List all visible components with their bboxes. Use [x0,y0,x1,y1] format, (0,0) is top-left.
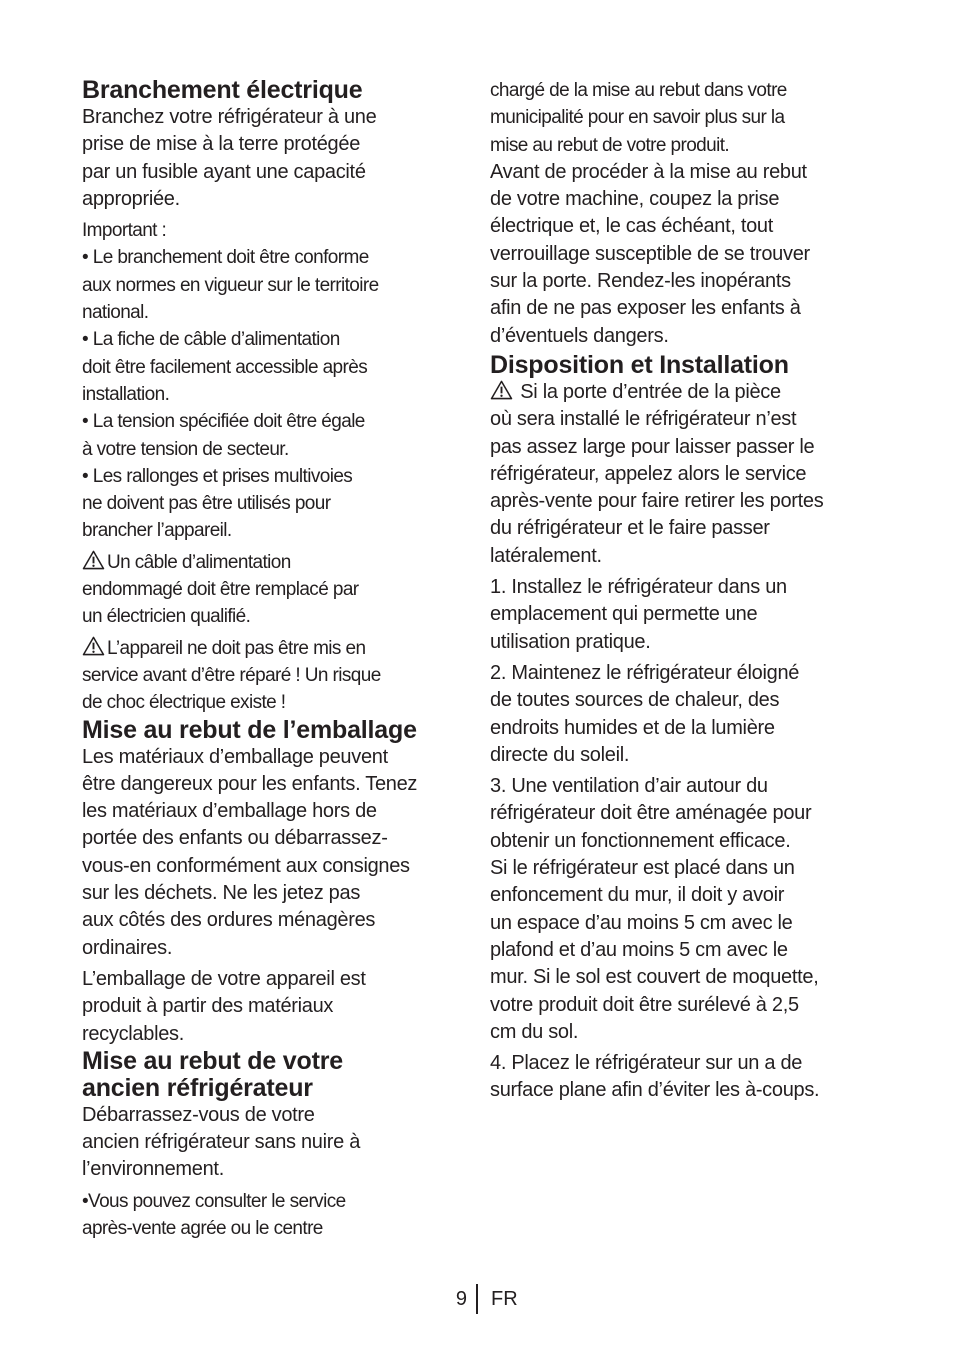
text-line: Mise au rebut de votre [82,1046,343,1075]
text-line: sur la porte. Rendez-les inopérants [490,270,791,293]
heading-emballage [82,717,467,744]
text-line: Si le réfrigérateur est placé dans un [490,857,795,880]
text-line: être dangereux pour les enfants. Tenez [82,772,418,795]
text-line: 3. Une ventilation d’air autour du [490,775,768,798]
text-line: endommagé doit être remplacé par [82,579,359,601]
text-line: emplacement qui permette une [490,603,758,626]
text-line: Mise au rebut de l’emballage [82,715,417,744]
text-line: Un câble d’alimentation [107,551,291,573]
text-line: verrouillage susceptible de se trouver [490,242,810,265]
text-line: enfoncement du mur, il doit y avoir [490,884,785,907]
para-branchement [82,104,467,213]
bullet-extensions [82,463,467,545]
text-line: un espace d’au moins 5 cm avec le [490,911,793,934]
page-number: 9 [455,1288,467,1310]
warning-triangle-icon [82,636,105,656]
text-line: du réfrigérateur et le faire passer [490,517,770,540]
text-line: où sera installé le réfrigérateur n’est [490,408,797,431]
warning-triangle-icon [490,380,513,400]
text-line: cm du sol. [490,1020,579,1043]
text-line: de choc électrique existe ! [82,692,286,714]
text-line: installation. [82,383,170,405]
left-column [82,77,467,1242]
text-line: 1. Installez le réfrigérateur dans un [490,576,787,599]
text-line: brancher l’appareil. [82,520,232,542]
para-emballage-1 [82,744,467,962]
text-line: ancien réfrigérateur sans nuire à [82,1131,361,1154]
para-disconnect [490,159,875,350]
text-line: de votre machine, coupez la prise [490,188,780,211]
text-line: surface plane afin d’éviter les à-coups. [490,1079,820,1102]
step-4 [490,1050,875,1105]
text-line: • La fiche de câble d’alimentation [82,329,340,351]
text-line: ne doivent pas être utilisés pour [82,493,331,515]
text-line: réfrigérateur doit être aménagée pour [490,802,812,825]
heading-disposition [490,352,875,379]
text-line: recyclables. [82,1022,184,1045]
text-line: votre produit doit être surélevé à 2,5 [490,993,799,1016]
text-line: Branchement électrique [82,76,363,104]
text-line: doit être facilement accessible après [82,356,368,378]
text-line: national. [82,302,149,324]
text-line: L’appareil ne doit pas être mis en [107,637,366,659]
para-ancien-1 [82,1102,467,1184]
text-line: plafond et d’au moins 5 cm avec le [490,938,788,961]
text-line: Avant de procéder à la mise au rebut [490,160,807,183]
para-continued [490,77,875,159]
text-line: • Le branchement doit être conforme [82,247,369,269]
text-line: de toutes sources de chaleur, des [490,689,780,712]
text-line: d’éventuels dangers. [490,324,669,347]
text-line: 4. Placez le réfrigérateur sur un a de [490,1052,803,1075]
text-line: service avant d’être réparé ! Un risque [82,664,381,686]
text-line: aux côtés des ordures ménagères [82,909,376,932]
bullet-voltage [82,408,467,463]
text-line: produit à partir des matériaux [82,995,334,1018]
right-column [490,77,875,1105]
heading-ancien [82,1048,467,1102]
step-2 [490,660,875,769]
text-line: Important : [82,220,167,242]
page-footer [0,1284,954,1314]
text-line: •Vous pouvez consulter le service [82,1190,346,1212]
text-line: mur. Si le sol est couvert de moquette, [490,966,819,989]
para-emballage-2 [82,966,467,1048]
step-1 [490,574,875,656]
text-line: chargé de la mise au rebut dans votre [490,80,787,101]
text-line: Les matériaux d’emballage peuvent [82,745,388,768]
text-line: Si la porte d’entrée de la pièce [515,380,781,403]
bullet-conformity [82,244,467,326]
text-line: afin de ne pas exposer les enfants à [490,297,801,320]
text-line: pas assez large pour laisser passer le [490,435,815,458]
text-line: directe du soleil. [490,743,630,766]
text-line: à votre tension de secteur. [82,438,289,460]
bullet-plug-access [82,326,467,408]
text-line: électrique et, le cas échéant, tout [490,215,774,238]
text-line: après-vente pour faire retirer les portes [490,490,824,513]
text-line: réfrigérateur, appelez alors le service [490,462,807,485]
text-line: Débarrassez-vous de votre [82,1103,315,1126]
heading-branchement [82,77,467,104]
step-3-detail [490,855,875,1046]
text-line: utilisation pratique. [490,630,651,653]
para-important [82,217,467,244]
text-line: mise au rebut de votre produit. [490,134,730,156]
text-line: prise de mise à la terre protégée [82,133,361,156]
page-language: FR [491,1288,518,1310]
text-line: portée des enfants ou débarrassez- [82,827,388,850]
warning-triangle-icon [82,550,105,570]
text-line: • Les rallonges et prises multivoies [82,465,353,487]
page-separator [476,1284,478,1314]
text-line: 2. Maintenez le réfrigérateur éloigné [490,661,800,684]
text-line: ordinaires. [82,936,173,959]
para-ancien-2 [82,1188,467,1243]
text-line: les matériaux d’emballage hors de [82,800,377,823]
text-line: Disposition et Installation [490,350,789,379]
text-line: vous-en conformément aux consignes [82,854,410,877]
text-line: appropriée. [82,187,180,210]
text-line: l’environnement. [82,1158,224,1181]
text-line: après-vente agrée ou le centre [82,1217,323,1239]
step-3 [490,773,875,855]
text-line: municipalité pour en savoir plus sur la [490,107,785,129]
warning-damaged-cable [82,549,467,631]
text-line: L’emballage de votre appareil est [82,967,366,990]
text-line: sur les déchets. Ne les jetez pas [82,882,361,905]
text-line: aux normes en vigueur sur le territoire [82,274,379,296]
text-line: par un fusible ayant une capacité [82,160,366,183]
text-line: obtenir un fonctionnement efficace. [490,829,791,852]
text-line: Branchez votre réfrigérateur à une [82,106,377,128]
text-line: endroits humides et de la lumière [490,716,775,739]
text-line: • La tension spécifiée doit être égale [82,411,365,433]
text-line: un électricien qualifié. [82,606,251,628]
text-line: ancien réfrigérateur [82,1073,313,1102]
text-line: latéralement. [490,544,602,567]
warning-door [490,379,875,570]
warning-repair [82,635,467,717]
